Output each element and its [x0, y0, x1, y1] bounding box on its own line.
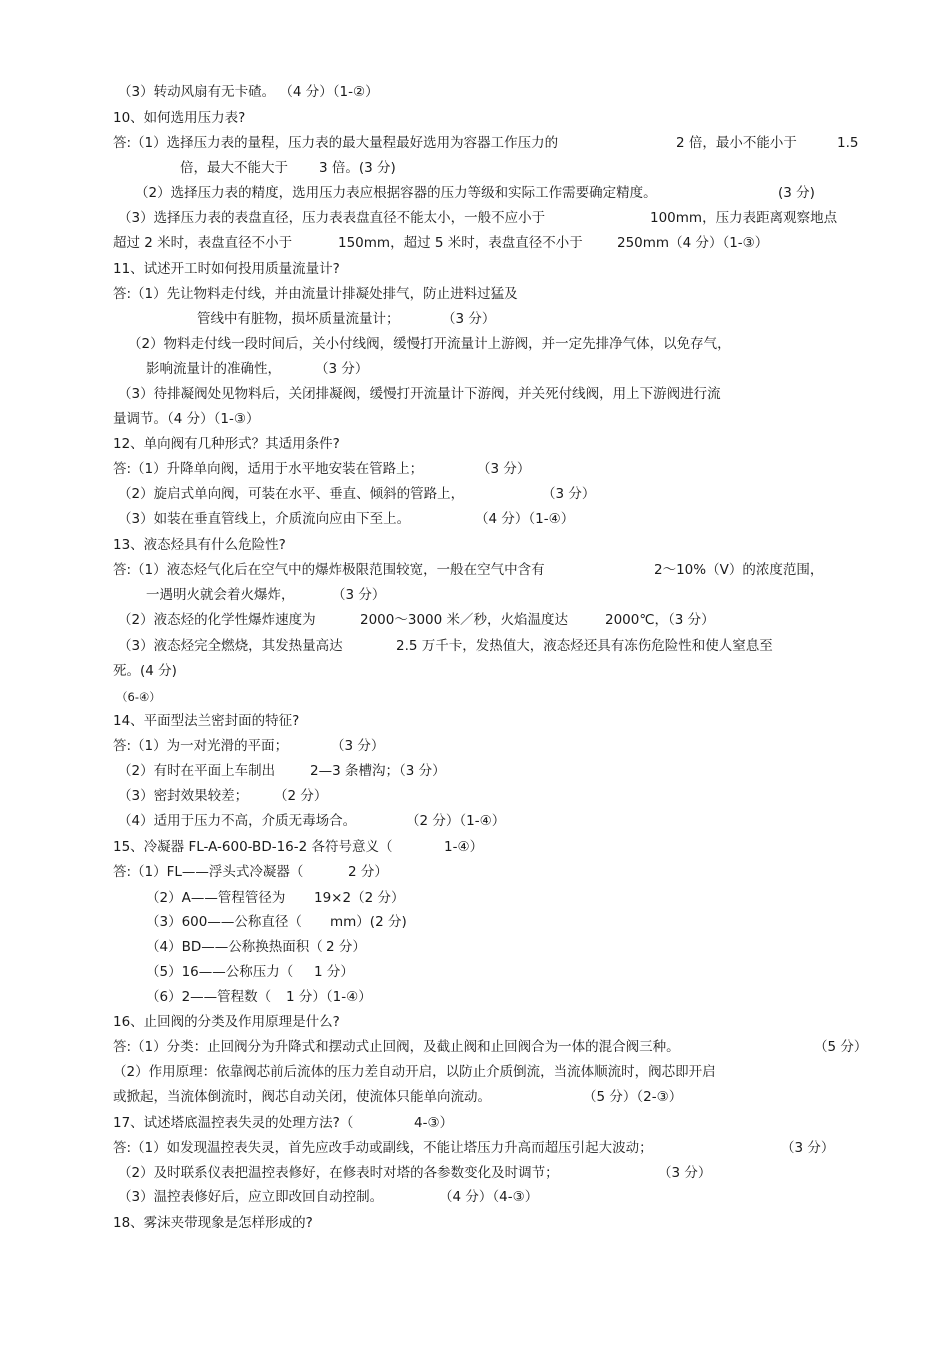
text-line: （3 分）	[658, 1165, 712, 1181]
text-line: （3）选择压力表的表盘直径，压力表表盘直径不能太小，一般不应小于	[118, 210, 546, 226]
text-line: 150mm，超过 5 米时，表盘直径不小于	[338, 235, 583, 251]
text-line: 答:（1）FL——浮头式冷凝器（	[113, 864, 304, 880]
text-line: （5 分）	[814, 1039, 868, 1055]
text-line: 超过 2 米时，表盘直径不小于	[113, 235, 293, 251]
text-line: （2 分）	[274, 788, 328, 804]
text-line: 管线中有脏物，损坏质量流量计；	[197, 311, 400, 327]
text-line: 17、试述塔底温控表失灵的处理方法?（	[113, 1115, 354, 1131]
text-line: 答:（1）选择压力表的量程，压力表的最大量程最好选用为容器工作压力的	[113, 135, 559, 151]
text-line: （3 分）	[332, 587, 386, 603]
text-line: （2）物料走付线一段时间后，关小付线阀，缓慢打开流量计上游阀，并一定先排净气体，以免存气，	[128, 336, 731, 352]
text-line: 1 分）（1-④）	[286, 989, 372, 1005]
text-line: （3 分）	[315, 361, 369, 377]
text-line: （3）温控表修好后，应立即改回自动控制。	[118, 1189, 384, 1205]
text-line: 13、液态烃具有什么危险性?	[113, 537, 286, 553]
text-line: （6）2——管程数（	[146, 989, 272, 1005]
text-line: （4）BD——公称换热面积（	[146, 939, 323, 955]
text-line: （2）有时在平面上车制出	[118, 763, 276, 779]
text-line: 11、试述开工时如何投用质量流量计?	[113, 261, 340, 277]
text-line: 16、止回阀的分类及作用原理是什么?	[113, 1014, 340, 1030]
text-line: 100mm，压力表距离观察地点	[650, 210, 838, 226]
text-line: （3）600——公称直径（	[146, 914, 302, 930]
text-line: （4 分）（4-③）	[439, 1189, 539, 1205]
text-line: （2）及时联系仪表把温控表修好，在修表时对塔的各参数变化及时调节；	[118, 1165, 559, 1181]
text-line: 2 分）	[326, 939, 366, 955]
text-line: 2—3 条槽沟；（3 分）	[310, 763, 446, 779]
text-line: 答:（1）液态烃气化后在空气中的爆炸极限范围较宽，一般在空气中含有	[113, 562, 545, 578]
text-line: 18、雾沫夹带现象是怎样形成的?	[113, 1215, 313, 1231]
text-line: （2 分）（1-④）	[406, 813, 506, 829]
text-line: （2）选择压力表的精度，选用压力表应根据容器的压力等级和实际工作需要确定精度。	[135, 185, 657, 201]
text-line: 4-③）	[414, 1115, 454, 1131]
text-line: 15、冷凝器 FL-A-600-BD-16-2 各符号意义（	[113, 839, 393, 855]
text-line: 1-④）	[444, 839, 484, 855]
text-line: 14、平面型法兰密封面的特征?	[113, 713, 300, 729]
text-line: （3）液态烃完全燃烧，其发热量高达	[118, 638, 343, 654]
text-line: 2 分）	[348, 864, 388, 880]
text-line: （4）适用于压力不高，介质无毒场合。	[118, 813, 357, 829]
text-line: （2）作用原理：依靠阀芯前后流体的压力差自动开启，以防止介质倒流，当流体顺流时，阀芯即开启	[113, 1064, 716, 1080]
text-line: （3 分）	[781, 1140, 835, 1156]
text-line: 死。(4 分)	[113, 663, 177, 679]
text-line: （3 分）	[442, 311, 496, 327]
text-line: 2000℃，（3 分）	[605, 612, 715, 628]
text-line: mm）(2 分)	[330, 914, 407, 930]
text-line: 答:（1）先让物料走付线，并由流量计排凝处排气，防止进料过猛及	[113, 286, 518, 302]
text-line: 量调节。（4 分）（1-③）	[113, 411, 260, 427]
text-line: （2）液态烃的化学性爆炸速度为	[118, 612, 316, 628]
text-line: （3 分）	[542, 486, 596, 502]
text-line: （2）旋启式单向阀，可装在水平、垂直、倾斜的管路上，	[118, 486, 465, 502]
text-line: （5 分）（2-③）	[583, 1089, 683, 1105]
text-line: （3）待排凝阀处见物料后，关闭排凝阀，缓慢打开流量计下游阀，并关死付线阀，用上下游阀进行流	[118, 386, 721, 402]
text-line: 3 倍。(3 分)	[319, 160, 396, 176]
text-line: 2 倍，最小不能小于	[676, 135, 797, 151]
text-line: 2000～3000 米／秒，火焰温度达	[360, 612, 569, 628]
text-line: （3）转动风扇有无卡碴。 （4 分）（1-②）	[118, 84, 379, 100]
text-line: 250mm（4 分）（1-③）	[617, 235, 769, 251]
text-line: 10、如何选用压力表?	[113, 110, 246, 126]
text-line: （2）A——管程管径为	[146, 890, 286, 906]
text-line: 12、单向阀有几种形式？其适用条件?	[113, 436, 340, 452]
text-line: （3 分）	[331, 738, 385, 754]
text-line: 1.5	[837, 135, 859, 151]
text-line: 2.5 万千卡，发热值大，液态烃还具有冻伤危险性和使人窒息至	[396, 638, 773, 654]
text-line: （3）密封效果较差；	[118, 788, 249, 804]
text-line: 或掀起，当流体倒流时，阀芯自动关闭，使流体只能单向流动。	[113, 1089, 491, 1105]
text-line: 一遇明火就会着火爆炸，	[146, 587, 295, 603]
text-line: 倍，最大不能大于	[180, 160, 288, 176]
text-line: 2～10%（V）的浓度范围，	[654, 562, 824, 578]
text-line: (3 分)	[778, 185, 815, 201]
text-line: 1 分）	[314, 964, 354, 980]
text-line: 答:（1）升降单向阀，适用于水平地安装在管路上；	[113, 461, 424, 477]
text-line: （5）16——公称压力（	[146, 964, 294, 980]
text-line: 影响流量计的准确性，	[146, 361, 281, 377]
text-line: （4 分）（1-④）	[475, 511, 575, 527]
text-line: （3 分）	[477, 461, 531, 477]
text-line: （6-④）	[116, 690, 161, 704]
text-line: （3）如装在垂直管线上，介质流向应由下至上。	[118, 511, 411, 527]
text-line: 答:（1）如发现温控表失灵，首先应改手动或副线，不能让塔压力升高而超压引起大波动；	[113, 1140, 653, 1156]
text-line: 答:（1）为一对光滑的平面；	[113, 738, 289, 754]
text-line: 答:（1）分类：止回阀分为升降式和摆动式止回阀，及截止阀和止回阀合为一体的混合阀三种。	[113, 1039, 680, 1055]
text-line: 19×2（2 分）	[314, 890, 405, 906]
